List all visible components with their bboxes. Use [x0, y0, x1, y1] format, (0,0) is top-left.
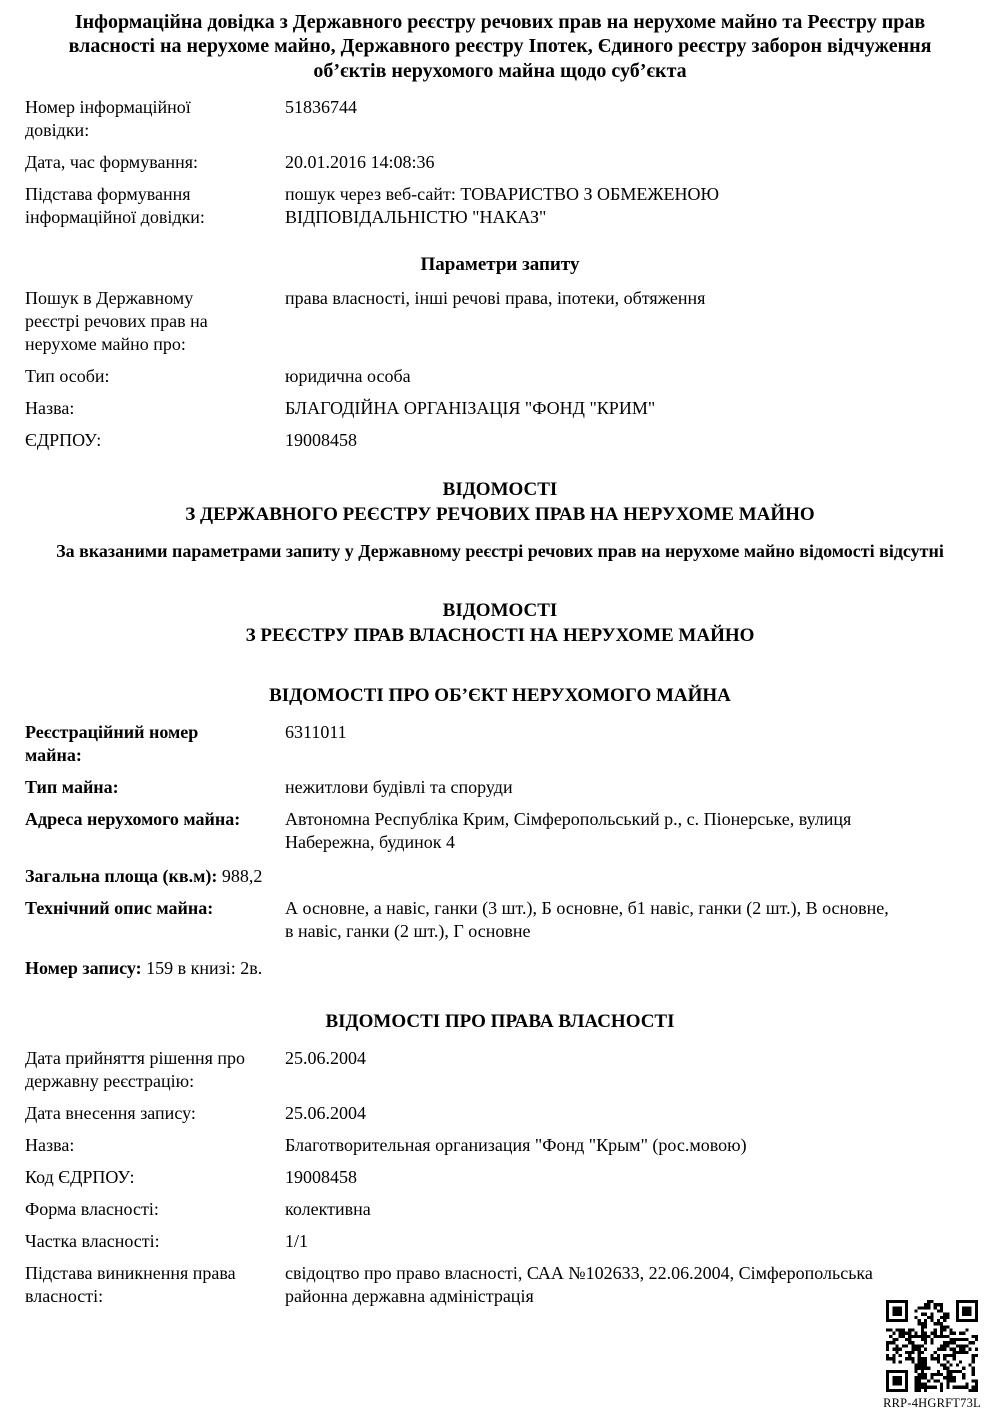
field-label: Загальна площа (кв.м):: [25, 866, 218, 887]
field-value: Благотворительная организация "Фонд "Крым" (рос.мовою): [285, 1135, 747, 1156]
field-value: 19008458: [285, 430, 357, 451]
field-value: Автономна Республіка Крим, Сімферопольський р., с. Піонерське, вулиця Набережна, будинок 4: [285, 809, 852, 853]
field-label: Назва:: [25, 398, 75, 419]
no-records-note: За вказаними параметрами запиту у Державному реєстрі речових прав на нерухоме майно відомості відсутні: [56, 540, 944, 561]
field-label: Тип майна:: [25, 777, 119, 798]
field-value: колективна: [285, 1199, 371, 1220]
field-row: [25, 1047, 975, 1093]
field-row: [25, 897, 975, 943]
field-row-inline: [25, 865, 975, 888]
field-row: [25, 808, 975, 854]
field-label: Номер інформаційної довідки:: [25, 97, 191, 141]
field-value: 988,2: [221, 866, 263, 887]
field-value: пошук через веб-сайт: ТОВАРИСТВО З ОБМЕЖЕНОЮ ВІДПОВІДАЛЬНІСТЮ "НАКАЗ": [285, 184, 719, 228]
query-params-section: [25, 287, 975, 452]
field-row: [25, 151, 975, 174]
heading-line: ВІДОМОСТІ: [442, 479, 558, 501]
heading-line: З РЕЄСТРУ ПРАВ ВЛАСНОСТІ НА НЕРУХОМЕ МАЙНО: [245, 624, 755, 646]
field-value: нежитлови будівлі та споруди: [285, 777, 513, 798]
qr-code-image: [886, 1300, 978, 1392]
field-row: [25, 1166, 975, 1189]
field-value: 6311011: [285, 722, 347, 743]
field-label: Тип особи:: [25, 366, 110, 387]
field-label: Код ЄДРПОУ:: [25, 1167, 135, 1188]
field-row: [25, 1134, 975, 1157]
field-row: [25, 429, 975, 452]
qr-block: [877, 1300, 987, 1411]
field-label: ЄДРПОУ:: [25, 430, 102, 451]
field-label: Технічний опис майна:: [25, 898, 214, 919]
field-label: Підстава виникнення права власності:: [25, 1263, 236, 1307]
field-value: 19008458: [285, 1167, 357, 1188]
field-row: [25, 1230, 975, 1253]
field-value: 159 в книзі: 2в.: [146, 958, 263, 979]
field-label: Адреса нерухомого майна:: [25, 809, 241, 830]
document-title: Інформаційна довідка з Державного реєстру речових прав на нерухоме майно та Реєстру прав власності на нерухоме майно, Державного реєстру Іпотек, Єдиного реєстру заборон відчуження об’єктів нерухомого майна щодо суб’єкта: [68, 11, 932, 82]
section-heading-ownership-register: [25, 599, 975, 648]
field-row: [25, 776, 975, 799]
section-heading-query-params: Параметри запиту: [420, 254, 580, 276]
field-row: [25, 1102, 975, 1125]
field-row: [25, 183, 975, 229]
field-value: 25.06.2004: [285, 1103, 366, 1124]
heading-line: ВІДОМОСТІ: [442, 599, 558, 621]
field-value: 51836744: [285, 97, 357, 118]
field-value: 25.06.2004: [285, 1048, 366, 1068]
field-label: Назва:: [25, 1135, 75, 1156]
field-row: [25, 287, 975, 356]
property-object-section: [25, 721, 975, 980]
field-label: Номер запису:: [25, 958, 142, 979]
field-row: [25, 397, 975, 420]
field-label: Частка власності:: [25, 1231, 160, 1252]
field-label: Реєстраційний номер майна:: [25, 722, 199, 766]
section-heading-state-register: [25, 478, 975, 527]
field-value: права власності, інші речові права, іпотеки, обтяження: [285, 288, 706, 309]
section-heading-property-object: ВІДОМОСТІ ПРО ОБ’ЄКТ НЕРУХОМОГО МАЙНА: [269, 685, 731, 707]
ownership-rights-section: [25, 1047, 975, 1308]
field-value: юридична особа: [285, 366, 411, 387]
field-label: Форма власності:: [25, 1199, 159, 1220]
field-row: [25, 96, 975, 142]
field-label: Дата внесення запису:: [25, 1103, 196, 1124]
field-row: [25, 365, 975, 388]
field-row: [25, 1198, 975, 1221]
field-row-inline: [25, 957, 975, 980]
field-row: [25, 1262, 975, 1308]
section-heading-ownership-rights: ВІДОМОСТІ ПРО ПРАВА ВЛАСНОСТІ: [325, 1011, 675, 1033]
qr-caption: RRP-4HGRFT73L: [883, 1396, 981, 1410]
field-value: 20.01.2016 14:08:36: [285, 152, 435, 173]
field-label: Дата, час формування:: [25, 152, 198, 173]
field-label: Дата прийняття рішення про державну реєстрацію:: [25, 1048, 245, 1092]
field-value: БЛАГОДІЙНА ОРГАНІЗАЦІЯ "ФОНД "КРИМ": [285, 398, 656, 419]
field-label: Підстава формування інформаційної довідки:: [25, 184, 205, 228]
heading-line: З ДЕРЖАВНОГО РЕЄСТРУ РЕЧОВИХ ПРАВ НА НЕРУХОМЕ МАЙНО: [185, 503, 815, 525]
field-label: Пошук в Державному реєстрі речових прав на нерухоме майно про:: [25, 288, 208, 355]
field-value: А основне, а навіс, ганки (3 шт.), Б основне, б1 навіс, ганки (2 шт.), В основне, в навіс, ганки (2 шт.), Г основне: [285, 898, 889, 942]
field-value: свідоцтво про право власності, САА №102633, 22.06.2004, Сімферопольська районна державна адміністрація: [285, 1263, 873, 1307]
field-row: [25, 721, 975, 767]
header-fields-section: [25, 96, 975, 229]
field-value: 1/1: [285, 1231, 309, 1252]
